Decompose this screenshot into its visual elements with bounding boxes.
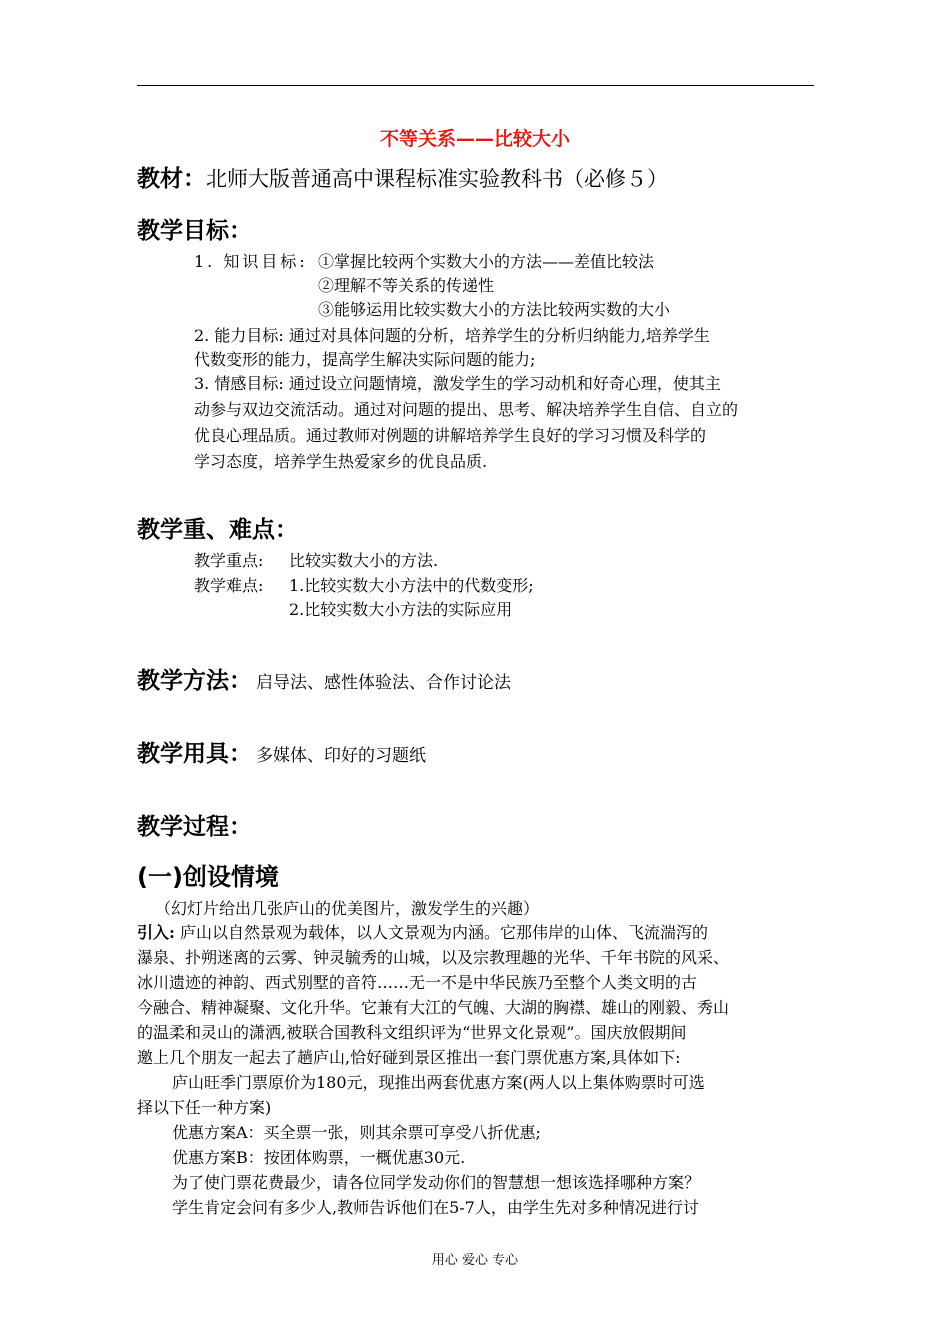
ticket-line-2: 择以下任一种方案) <box>137 1098 272 1117</box>
header-rule <box>137 85 814 86</box>
method-label: 教学方法： <box>137 668 252 694</box>
key-label: 教学重点: <box>194 551 264 570</box>
knowledge-item-3: ③能够运用比较实数大小的方法比较两实数的大小 <box>318 300 671 319</box>
intro-line-3: 冰川遗迹的神韵、西式别墅的音符……无一不是中华民族乃至整个人类文明的古 <box>137 973 698 992</box>
tools-label: 教学用具： <box>137 741 252 767</box>
emotion-line-4: 学习态度，培养学生热爱家乡的优良品质. <box>194 452 488 471</box>
material-line <box>137 160 668 193</box>
objectives-heading: 教学目标： <box>137 218 252 244</box>
question-line: 为了使门票花费最少，请各位同学发动你们的智慧想一想该选择哪种方案？ <box>172 1173 701 1192</box>
intro-label: 引入: <box>137 923 175 942</box>
intro-line-6: 邀上几个朋友一起去了趟庐山,恰好碰到景区推出一套门票优惠方案,具体如下: <box>137 1048 681 1067</box>
difficult-item-1: 1.比较实数大小方法中的代数变形; <box>289 576 534 595</box>
ability-line-1: 2. 能力目标: 通过对具体问题的分析，培养学生的分析归纳能力,培养学生 <box>194 326 710 345</box>
keypoints-heading: 教学重、难点： <box>137 517 298 543</box>
emotion-line-1: 3. 情感目标: 通过设立问题情境，激发学生的学习动机和好奇心理，使其主 <box>194 374 721 393</box>
knowledge-label: 1. 知识目标: <box>194 252 308 271</box>
intro-line-5: 的温柔和灵山的潇洒,被联合国教科文组织评为“世界文化景观”。国庆放假期间 <box>137 1023 687 1042</box>
last-line: 学生肯定会问有多少人,教师告诉他们在5-7人，由学生先对多种情况进行讨 <box>172 1198 699 1217</box>
section-1-heading: (一)创设情境 <box>137 863 279 891</box>
method-line <box>137 662 511 695</box>
ticket-line-1: 庐山旺季门票原价为180元，现推出两套优惠方案(两人以上集体购票时可选 <box>172 1073 705 1092</box>
tools-line <box>137 735 426 768</box>
document-title: 不等关系——比较大小 <box>379 128 570 150</box>
plan-b: 优惠方案B：按团体购票，一概优惠30元. <box>172 1148 466 1167</box>
material-value: 北师大版普通高中课程标准实验教科书（必修５） <box>206 167 668 191</box>
intro-line-4: 今融合、精神凝聚、文化升华。它兼有大江的气魄、大湖的胸襟、雄山的刚毅、秀山 <box>137 998 730 1017</box>
intro-line-1: 引入: 庐山以自然景观为载体，以人文景观为内涵。它那伟岸的山体、飞流湍泻的 <box>137 923 709 942</box>
key-value: 比较实数大小的方法. <box>289 551 439 570</box>
difficult-item-2: 2.比较实数大小方法的实际应用 <box>289 600 513 619</box>
knowledge-item-1: ①掌握比较两个实数大小的方法——差值比较法 <box>318 252 655 271</box>
plan-a: 优惠方案A：买全票一张，则其余票可享受八折优惠; <box>172 1123 541 1142</box>
tools-value: 多媒体、印好的习题纸 <box>256 746 426 766</box>
emotion-line-3: 优良心理品质。通过教师对例题的讲解培养学生良好的学习习惯及科学的 <box>194 426 707 445</box>
method-value: 启导法、感性体验法、合作讨论法 <box>256 673 511 693</box>
material-label: 教材： <box>137 166 206 192</box>
page-footer: 用心 爱心 专心 <box>431 1253 519 1268</box>
slide-note: （幻灯片给出几张庐山的优美图片，激发学生的兴趣） <box>155 899 540 918</box>
difficult-label: 教学难点: <box>194 576 264 595</box>
ability-line-2: 代数变形的能力，提高学生解决实际问题的能力; <box>194 350 536 369</box>
knowledge-item-2: ②理解不等关系的传递性 <box>318 276 495 295</box>
intro-line-2: 瀑泉、扑朔迷离的云雾、钟灵毓秀的山城，以及宗教理趣的光华、千年书院的风采、 <box>137 948 730 967</box>
process-heading: 教学过程： <box>137 814 252 840</box>
emotion-line-2: 动参与双边交流活动。通过对问题的提出、思考、解决培养学生自信、自立的 <box>194 400 739 419</box>
